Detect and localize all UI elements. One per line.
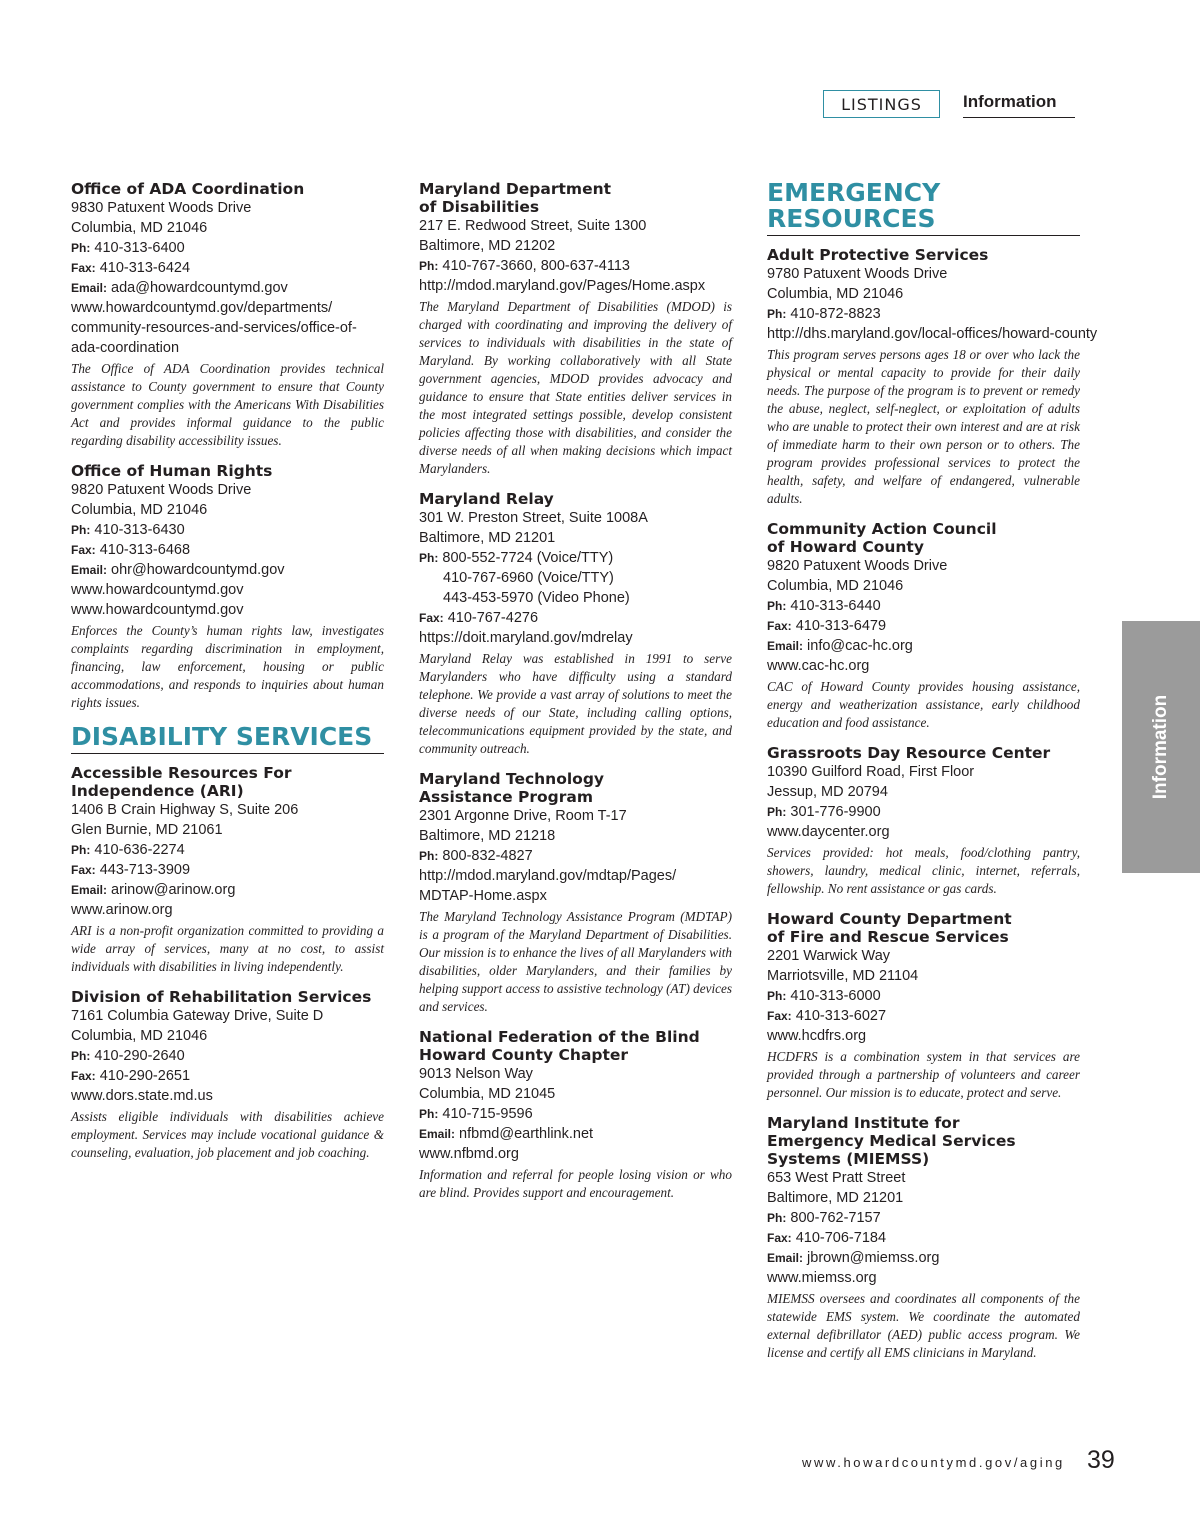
entry-line [767,966,1080,986]
entry-line [767,1006,1080,1026]
field-label: Ph: [767,989,787,1003]
website-link[interactable]: www.howardcountymd.gov [71,582,244,598]
side-tab [1122,621,1200,873]
field-label: Email: [767,639,804,653]
entry-name [419,1028,732,1064]
field-label: Ph: [71,241,91,255]
address-line: 9820 Patuxent Woods Drive [767,558,948,574]
entry-line [71,900,384,920]
address-line: 2201 Warwick Way [767,948,891,964]
listing-entry [419,490,732,758]
entry-line [419,886,732,906]
phone-number: 410-872-8823 [790,306,881,322]
entry-line [71,540,384,560]
entry-name-line: Assistance Program [419,788,593,806]
entry-line [71,560,384,580]
entry-line [767,822,1080,842]
entry-line [767,782,1080,802]
column-2 [419,180,732,1214]
entry-line [419,508,732,528]
field-label: Ph: [419,259,439,273]
entry-line [419,528,732,548]
entry-line [71,198,384,218]
entry-name [767,910,1080,946]
entry-line [767,264,1080,284]
address-line: 9830 Patuxent Woods Drive [71,200,252,216]
entry-name-line: Adult Protective Services [767,246,989,264]
field-label: Ph: [767,307,787,321]
entry-name-line: Division of Rehabilitation Services [71,988,372,1006]
entry-line [767,556,1080,576]
entry-line [767,1188,1080,1208]
website-link[interactable]: www.howardcountymd.gov/departments/ [71,300,333,316]
field-label: Ph: [419,1107,439,1121]
entry-line [767,616,1080,636]
entry-line [767,304,1080,324]
phone-number: 410-636-2274 [94,842,185,858]
entry-line [419,1124,732,1144]
entry-line [71,600,384,620]
email-link[interactable]: jbrown@miemss.org [807,1250,940,1266]
listing-entry [71,180,384,450]
field-label: Fax: [419,611,444,625]
entry-description: The Maryland Department of Disabilities (MDOD) is charged with coordinating and improving the delivery of services to individuals with disabilities in the state of Maryland. By working collaboratively with all State government agencies, MDOD provides advocacy and guidance to ensure that State entities deliver services in the most integrated settings possible, develop consistent policies affecting those with disabilities, and consider the diverse needs of all when making decisions which impact Marylanders. [419,299,732,476]
entry-line [419,236,732,256]
entry-line [767,1208,1080,1228]
phone-number: 410-313-6430 [94,522,185,538]
phone-number: 410-313-6440 [790,598,881,614]
entry-name-line: Accessible Resources For [71,764,292,782]
address-line: Baltimore, MD 21201 [767,1190,904,1206]
address-line: community-resources-and-services/office-of- [71,320,357,336]
field-label: Email: [767,1251,804,1265]
phone-number: 410-313-6400 [94,240,185,256]
entry-line [767,576,1080,596]
entry-name [71,988,384,1006]
address-line: 10390 Guilford Road, First Floor [767,764,975,780]
entry-line [71,338,384,358]
email-link[interactable]: info@cac-hc.org [807,638,913,654]
address-line: 9820 Patuxent Woods Drive [71,482,252,498]
listing-entry [767,246,1098,508]
phone-number: 800-832-4827 [442,848,533,864]
entry-name [767,1114,1080,1168]
address-line: Baltimore, MD 21218 [419,828,556,844]
section-heading-line: DISABILITY SERVICES [71,722,373,751]
field-label: Ph: [767,599,787,613]
entry-line [71,520,384,540]
field-label: Ph: [71,1049,91,1063]
entry-description: ARI is a non-profit organization committed to providing a wide array of services, many at no cost, to assist individuals with disabilities in living independently. [71,923,384,974]
website-link[interactable]: www.arinow.org [71,902,173,918]
field-label: Email: [71,563,108,577]
entry-name-line: Office of Human Rights [71,462,273,480]
entry-name-line: Systems (MIEMSS) [767,1150,930,1168]
entry-line [767,802,1080,822]
email-link[interactable]: arinow@arinow.org [111,882,236,898]
column-3 [767,178,1098,1374]
address-line: Marriotsville, MD 21104 [767,968,919,984]
entry-line [767,284,1080,304]
address-line: Columbia, MD 21046 [71,502,208,518]
entry-name [419,490,732,508]
address-line: 410-767-6960 (Voice/TTY) [443,570,614,586]
entry-name [71,764,384,800]
entry-line [767,636,1080,656]
entry-line [767,656,1080,676]
website-link[interactable]: www.dors.state.md.us [71,1088,213,1104]
field-label: Email: [419,1127,456,1141]
entry-line [419,276,732,296]
entry-name-line: of Fire and Rescue Services [767,928,1009,946]
address-line: 653 West Pratt Street [767,1170,906,1186]
address-line: Columbia, MD 21046 [767,286,904,302]
address-line: 443-453-5970 (Video Phone) [443,590,630,606]
address-line: Columbia, MD 21045 [419,1086,556,1102]
entry-name-line: Maryland Institute for [767,1114,960,1132]
email-link[interactable]: nfbmd@earthlink.net [459,1126,594,1142]
address-line: Baltimore, MD 21202 [419,238,556,254]
entry-line [419,1144,732,1164]
entry-line [419,826,732,846]
entry-line [71,1086,384,1106]
field-label: Ph: [419,551,439,565]
address-line: 9013 Nelson Way [419,1066,533,1082]
entry-line [71,500,384,520]
address-line: 7161 Columbia Gateway Drive, Suite D [71,1008,324,1024]
phone-number: 800-552-7724 (Voice/TTY) [442,550,614,566]
entry-description: HCDFRS is a combination system in that services are provided through a partnership of volunteers and career personnel. Our mission is to educate, protect and serve. [767,1049,1080,1100]
listing-entry [71,988,384,1162]
field-label: Fax: [71,863,96,877]
entry-line [419,1084,732,1104]
website-link[interactable]: www.daycenter.org [767,824,890,840]
field-label: Email: [71,883,108,897]
section-heading-line: RESOURCES [767,204,936,233]
entry-line [767,1228,1080,1248]
section-heading [71,724,384,754]
phone-number: 410-715-9596 [442,1106,533,1122]
entry-line [767,946,1080,966]
website-link[interactable]: www.miemss.org [767,1270,877,1286]
address-line: Baltimore, MD 21201 [419,530,556,546]
entry-line [71,1026,384,1046]
address-line: 301 W. Preston Street, Suite 1008A [419,510,648,526]
website-link[interactable]: www.cac-hc.org [767,658,870,674]
entry-name-line: Maryland Technology [419,770,605,788]
entry-name-line: Grassroots Day Resource Center [767,744,1051,762]
entry-name [767,744,1080,762]
address-line: Columbia, MD 21046 [71,1028,208,1044]
listing-entry [767,744,1080,898]
phone-number: 443-713-3909 [99,862,191,878]
entry-line [767,324,1098,344]
entry-line [71,278,384,298]
column-1 [71,180,384,1174]
entry-description: Information and referral for people losing vision or who are blind. Provides support and encouragement. [419,1167,732,1200]
entry-name [419,180,732,216]
address-line: Columbia, MD 21046 [767,578,904,594]
entry-line [767,1248,1080,1268]
listing-entry [767,1114,1080,1362]
address-line: 217 E. Redwood Street, Suite 1300 [419,218,647,234]
page-number: 39 [1087,1446,1115,1474]
entry-line [419,256,732,276]
listing-entry [767,520,1080,732]
address-line: Jessup, MD 20794 [767,784,888,800]
entry-name-line: Emergency Medical Services [767,1132,1016,1150]
website-link[interactable]: https://doit.maryland.gov/mdrelay [419,630,633,646]
email-link[interactable]: ohr@howardcountymd.gov [111,562,285,578]
phone-number: 410-767-4276 [447,610,539,626]
entry-line [767,762,1080,782]
entry-line [71,218,384,238]
listing-entry [419,770,732,1016]
listing-entry [71,764,384,976]
listing-entry [419,180,732,478]
entry-name-line: Office of ADA Coordination [71,180,305,198]
phone-number: 410-313-6479 [795,618,887,634]
entry-line [767,986,1080,1006]
address-line: 2301 Argonne Drive, Room T-17 [419,808,627,824]
entry-name [767,520,1080,556]
field-label: Fax: [767,1231,792,1245]
phone-number: 301-776-9900 [790,804,881,820]
field-label: Fax: [767,1009,792,1023]
phone-number: 410-313-6424 [99,260,191,276]
entry-line [71,800,384,820]
entry-line [419,628,732,648]
entry-line [767,1026,1080,1046]
entry-name-line: of Disabilities [419,198,540,216]
entry-line [71,1066,384,1086]
website-link[interactable]: www.howardcountymd.gov [71,602,244,618]
side-tab-label: Information [1150,694,1171,800]
entry-line [419,1104,732,1124]
entry-line [71,1046,384,1066]
entry-line [419,866,732,886]
entry-description: Assists eligible individuals with disabilities achieve employment. Services may include vocational guidance & counseling, evaluation, job placement and job coaching. [71,1109,384,1160]
website-link[interactable]: http://mdod.maryland.gov/mdtap/Pages/ [419,868,677,884]
entry-line [71,860,384,880]
listing-entry [767,910,1080,1102]
website-link[interactable]: http://mdod.maryland.gov/Pages/Home.aspx [419,278,706,294]
field-label: Ph: [767,805,787,819]
field-label: Fax: [767,619,792,633]
entry-name-line: of Howard County [767,538,924,556]
phone-number: 410-290-2640 [94,1048,185,1064]
field-label: Email: [71,281,108,295]
field-label: Fax: [71,543,96,557]
website-link[interactable]: http://dhs.maryland.gov/local-offices/howard-county [767,326,1098,342]
entry-description: Services provided: hot meals, food/clothing pantry, showers, laundry, medical clinic, internet, referrals, fellowship. No rent assistance or gas cards. [767,845,1080,896]
entry-name-line: Community Action Council [767,520,997,538]
listings-label: LISTINGS [823,90,940,118]
address-line: Columbia, MD 21046 [71,220,208,236]
phone-number: 410-313-6027 [795,1008,887,1024]
entry-name [419,770,732,806]
address-line: MDTAP-Home.aspx [419,888,547,904]
entry-line [419,568,732,588]
address-line: ada-coordination [71,340,180,356]
entry-line [71,820,384,840]
entry-description: The Office of ADA Coordination provides technical assistance to County government to ensure that County government complies with the Americans With Disabilities Act and provides informal guidance to the public regarding disability accessibility issues. [71,361,384,448]
field-label: Ph: [419,849,439,863]
field-label: Ph: [71,843,91,857]
entry-name-line: National Federation of the Blind [419,1028,700,1046]
entry-description: This program serves persons ages 18 or over who lack the physical or mental capacity to provide for their daily needs. The purpose of the program is to prevent or remedy the abuse, neglect, self-neglect, or exploitation of adults who are unable to protect their own interest and are at risk of immediate harm to their own person or to others. The program provides professional services to protect the health, safety, and welfare of endangered, vulnerable adults. [767,347,1080,506]
phone-number: 410-313-6468 [99,542,191,558]
entry-line [71,840,384,860]
entry-line [419,1064,732,1084]
section-heading-line: EMERGENCY [767,178,941,207]
entry-name [767,246,1080,264]
footer-url[interactable]: www.howardcountymd.gov/aging [802,1455,1065,1470]
entry-name-line: Maryland Department [419,180,612,198]
field-label: Fax: [71,1069,96,1083]
entry-line [419,608,732,628]
entry-line [71,258,384,278]
listing-entry [71,462,384,712]
entry-description: Enforces the County’s human rights law, investigates complaints regarding discrimination in employment, financing, law enforcement, housing or public accommodations, and responds to inquiries about human rights issues. [71,623,384,710]
entry-name-line: Howard County Chapter [419,1046,629,1064]
field-label: Ph: [767,1211,787,1225]
entry-line [71,580,384,600]
field-label: Fax: [71,261,96,275]
address-line: 1406 B Crain Highway S, Suite 206 [71,802,299,818]
entry-name [71,180,384,198]
entry-line [71,480,384,500]
entry-name-line: Independence (ARI) [71,782,244,800]
phone-number: 800-762-7157 [790,1210,881,1226]
phone-number: 410-313-6000 [790,988,881,1004]
entry-line [71,298,384,318]
section-heading [767,180,1080,236]
entry-line [419,216,732,236]
entry-line [419,548,732,568]
entry-description: The Maryland Technology Assistance Program (MDTAP) is a program of the Maryland Department of Disabilities. Our mission is to enhance the lives of all Marylanders with disabilities, older Marylanders, and their families by helping support access to assistive technology (AT) devices and services. [419,909,732,1014]
email-link[interactable]: ada@howardcountymd.gov [111,280,288,296]
phone-number: 410-290-2651 [99,1068,191,1084]
entry-line [419,846,732,866]
section-label: Information [963,92,1075,118]
phone-number: 410-767-3660, 800-637-4113 [442,258,630,274]
address-line: Glen Burnie, MD 21061 [71,822,223,838]
entry-line [71,1006,384,1026]
field-label: Ph: [71,523,91,537]
phone-number: 410-706-7184 [795,1230,887,1246]
website-link[interactable]: www.nfbmd.org [419,1146,519,1162]
entry-line [71,318,384,338]
entry-name-line: Maryland Relay [419,490,554,508]
entry-line [71,880,384,900]
entry-line [767,596,1080,616]
listing-entry [419,1028,732,1202]
entry-line [71,238,384,258]
entry-description: Maryland Relay was established in 1991 to serve Marylanders who have difficulty using a standard telephone. We provide a vast array of solutions to meet the diverse needs of our State, including calling options, telecommunications equipment provided by the state, and community outreach. [419,651,732,756]
entry-line [419,588,732,608]
address-line: 9780 Patuxent Woods Drive [767,266,948,282]
entry-description: CAC of Howard County provides housing assistance, energy and weatherization assistance, early childhood education and food assistance. [767,679,1080,730]
entry-line [767,1268,1080,1288]
entry-name [71,462,384,480]
entry-line [419,806,732,826]
entry-description: MIEMSS oversees and coordinates all components of the statewide EMS system. We coordinate the automated external defibrillator (AED) public access program. We license and certify all EMS clinicians in Maryland. [767,1291,1080,1360]
entry-name-line: Howard County Department [767,910,1012,928]
website-link[interactable]: www.hcdfrs.org [767,1028,867,1044]
entry-line [767,1168,1080,1188]
